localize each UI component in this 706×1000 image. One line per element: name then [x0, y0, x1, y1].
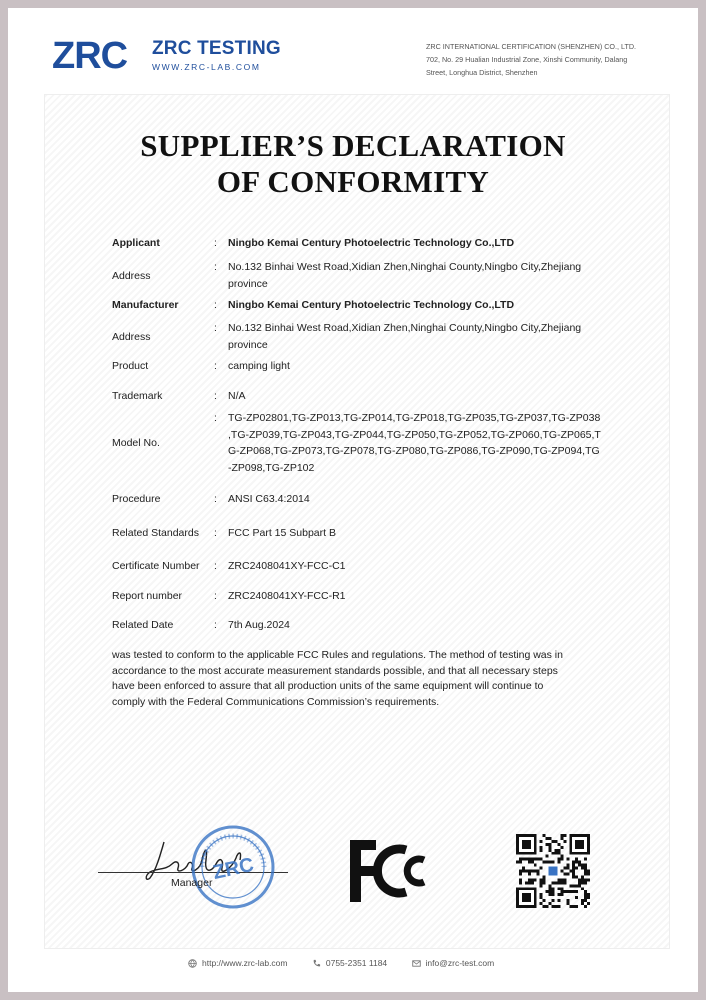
field-colon: : [214, 299, 217, 311]
field-value [228, 235, 608, 252]
phone-icon [312, 959, 321, 968]
field-value [228, 617, 608, 634]
field-value-line: ZRC2408041XY-FCC-R1 [228, 590, 346, 602]
field-label: Address [112, 330, 151, 343]
field-colon: : [214, 560, 217, 572]
field-value-line: -ZP098,TG-ZP102 [228, 461, 315, 474]
conformity-statement [112, 648, 592, 710]
field-colon: : [214, 322, 217, 334]
field-value [228, 525, 608, 542]
field-value [228, 558, 608, 575]
field-colon: : [214, 590, 217, 602]
fcc-logo [346, 836, 438, 906]
field-label: Related Date [112, 619, 174, 631]
field-colon: : [214, 237, 217, 249]
field-value [228, 388, 608, 405]
field-label: Report number [112, 590, 183, 602]
field-colon: : [214, 261, 217, 273]
field-value-line: province [228, 277, 268, 290]
footer-website [188, 958, 288, 968]
company-address [426, 40, 676, 79]
document-title [8, 128, 698, 200]
field-value-line: No.132 Binhai West Road,Xidian Zhen,Ninghai County,Ningbo City,Zhejiang [228, 322, 582, 334]
globe-icon [188, 959, 197, 968]
field-value-line: FCC Part 15 Subpart B [228, 527, 336, 539]
logo-url: WWW.ZRC-LAB.COM [152, 62, 261, 72]
company-line: ZRC INTERNATIONAL CERTIFICATION (SHENZHEN) CO., LTD. [426, 42, 637, 51]
statement-line: was tested to conform to the applicable FCC Rules and regulations. The method of testing was in [112, 649, 563, 661]
field-value-line: Ningbo Kemai Century Photoelectric Technology Co.,LTD [228, 299, 515, 311]
field-label: Manufacturer [112, 299, 179, 311]
field-value-line: ,TG-ZP039,TG-ZP043,TG-ZP044,TG-ZP050,TG-ZP052,TG-ZP060,TG-ZP065,T [228, 428, 601, 441]
field-colon: : [214, 493, 217, 505]
field-value-line: Ningbo Kemai Century Photoelectric Technology Co.,LTD [228, 237, 515, 249]
logo-name: ZRC TESTING [152, 38, 281, 59]
field-label: Address [112, 269, 151, 282]
footer-website-text: http://www.zrc-lab.com [202, 958, 288, 968]
field-value-line: ZRC2408041XY-FCC-C1 [228, 560, 346, 572]
field-value [228, 491, 608, 508]
field-colon: : [214, 412, 217, 424]
zrc-logo [52, 34, 282, 82]
field-value-line: camping light [228, 360, 290, 372]
zrc-seal [190, 824, 276, 910]
field-colon: : [214, 390, 217, 402]
field-label: Applicant [112, 237, 160, 249]
signer-role: Manager [171, 877, 213, 889]
logo-mark-text: ZRC [52, 35, 128, 77]
field-value [228, 259, 608, 292]
field-label: Certificate Number [112, 560, 200, 572]
footer-email [412, 958, 495, 968]
certificate-page [8, 8, 698, 992]
statement-line: comply with the Federal Communications Commission’s requirements. [112, 695, 440, 708]
field-colon: : [214, 619, 217, 631]
field-label: Related Standards [112, 527, 199, 539]
footer-contacts [188, 958, 516, 970]
seal-text: ZRC [211, 853, 256, 884]
footer-phone-text: 0755-2351 1184 [325, 958, 388, 968]
mail-icon [412, 959, 421, 968]
title-line-2: OF CONFORMITY [216, 164, 490, 199]
company-line: 702, No. 29 Hualian Industrial Zone, Xinshi Community, Dalang [426, 55, 628, 64]
field-value-line: TG-ZP02801,TG-ZP013,TG-ZP014,TG-ZP018,TG-ZP035,TG-ZP037,TG-ZP038 [228, 412, 601, 424]
field-colon: : [214, 360, 217, 372]
footer-email-text: info@zrc-test.com [425, 958, 495, 968]
statement-line: accordance to the most accurate measurement standards possible, and that all necessary steps [112, 664, 558, 677]
logo-mark [52, 34, 127, 78]
field-value-line: N/A [228, 390, 246, 402]
field-value-line: No.132 Binhai West Road,Xidian Zhen,Ninghai County,Ningbo City,Zhejiang [228, 261, 582, 273]
field-value-line: province [228, 338, 268, 351]
field-value [228, 320, 608, 353]
qr-code [516, 834, 590, 908]
field-value-line: ANSI C63.4:2014 [228, 493, 310, 505]
field-label: Trademark [112, 390, 163, 402]
footer-phone [312, 958, 387, 968]
field-value-line: G-ZP068,TG-ZP073,TG-ZP078,TG-ZP080,TG-ZP086,TG-ZP090,TG-ZP094,TG [228, 445, 600, 457]
field-colon: : [214, 527, 217, 539]
field-value-line: 7th Aug.2024 [228, 619, 290, 631]
field-value [228, 410, 608, 476]
statement-line: have been enforced to assure that all production units of the same equipment will continue to [112, 680, 544, 692]
field-value [228, 358, 608, 375]
field-label: Procedure [112, 493, 161, 505]
field-value [228, 297, 608, 314]
watermark-frame [44, 94, 670, 949]
field-label: Model No. [112, 437, 160, 449]
field-value [228, 588, 608, 605]
company-line: Street, Longhua District, Shenzhen [426, 68, 538, 77]
field-label: Product [112, 360, 149, 372]
title-line-1: SUPPLIER’S DECLARATION [140, 128, 566, 163]
